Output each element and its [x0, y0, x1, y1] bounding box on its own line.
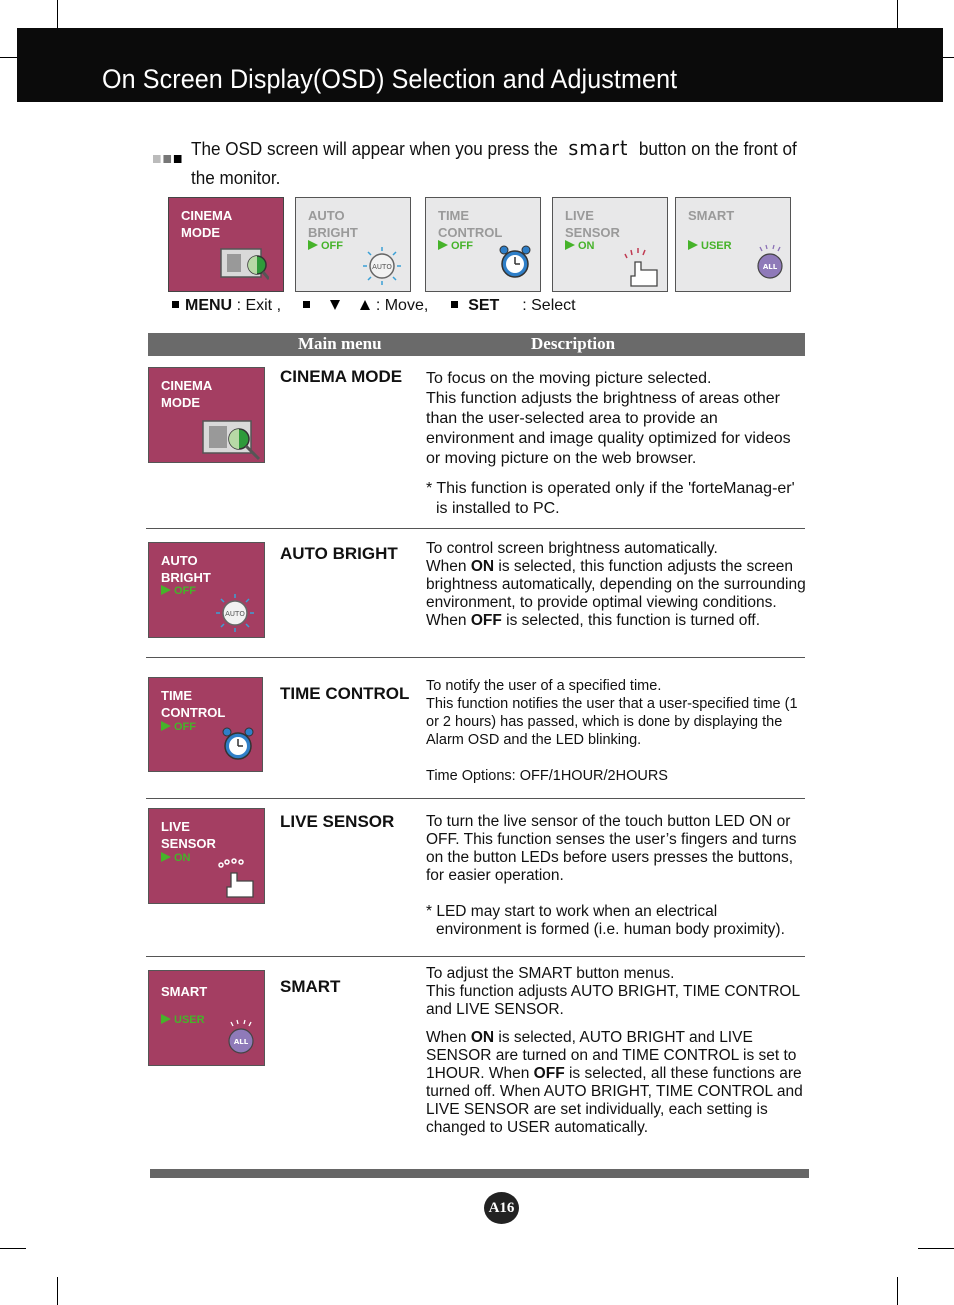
up-arrow-icon: [359, 299, 371, 311]
tile-status: OFF: [438, 240, 473, 252]
auto-bright-icon: [215, 593, 255, 633]
cinema-mode-icon: [201, 418, 263, 462]
intro-text-before: The OSD screen will appear when you press the: [191, 139, 558, 159]
desc-line: Time Options: OFF/1HOUR/2HOURS: [426, 768, 668, 784]
tile-label: AUTO BRIGHT: [308, 208, 358, 240]
desc-line: This function notifies the user that a user-specified time (1 or 2 hours) has passed, which is done by displaying the Alarm OSD and the LED blinking.: [426, 696, 798, 748]
page-title: On Screen Display(OSD) Selection and Adjustment: [102, 64, 678, 94]
smart-button-logo: smart: [568, 136, 629, 160]
menu-title-live-sensor: LIVE SENSOR: [280, 812, 395, 831]
desc-line: To control screen brightness automatically.: [426, 540, 718, 557]
row-tile-smart: [148, 970, 265, 1066]
osd-tile-time-control: [425, 197, 541, 292]
menu-title-auto-bright: AUTO BRIGHT: [280, 544, 398, 563]
row-divider: [146, 956, 805, 957]
tile-status: ON: [161, 852, 191, 864]
menu-title-smart: SMART: [280, 977, 341, 996]
desc-note: * This function is operated only if the 'forteManag-er' is installed to PC.: [426, 480, 795, 517]
row-tile-live-sensor: [148, 808, 265, 904]
desc-line: This function adjusts the brightness of areas other than the user-selected area to provide an environment and image quality optimized for videos or moving picture on the web browser.: [426, 390, 791, 467]
crop-mark: [0, 1248, 26, 1249]
crop-mark: [57, 1277, 58, 1305]
all-bulb-icon: [225, 1019, 257, 1055]
menu-key-label: MENU: [185, 297, 233, 314]
row-divider: [146, 798, 805, 799]
set-action: : Select: [522, 297, 576, 314]
description-time-control: [426, 677, 806, 785]
crop-mark: [943, 57, 954, 58]
desc-line: To adjust the SMART button menus.: [426, 965, 675, 982]
row-divider: [146, 528, 805, 529]
tile-label: LIVE SENSOR: [161, 819, 216, 851]
column-description: Description: [531, 334, 616, 353]
desc-line: This function adjusts AUTO BRIGHT, TIME CONTROL and LIVE SENSOR.: [426, 983, 800, 1018]
tile-label: SMART: [161, 984, 208, 999]
osd-tile-auto-bright: [295, 197, 411, 292]
crop-mark: [918, 1248, 954, 1249]
auto-icon-text: AUTO: [372, 263, 392, 271]
bullet-icon: [153, 144, 184, 173]
column-main-menu: Main menu: [298, 334, 382, 353]
intro-text-after: button on the front of the monitor.: [191, 139, 797, 188]
crop-mark: [0, 57, 17, 58]
touch-hand-icon: [621, 246, 661, 288]
row-tile-cinema-mode: [148, 367, 265, 463]
desc-line: To turn the live sensor of the touch button LED ON or OFF. This function senses the user’s fingers and turns on the button LEDs before users presses the buttons, for easier operation.: [426, 813, 797, 884]
auto-icon-text: AUTO: [225, 610, 245, 618]
row-tile-auto-bright: [148, 542, 265, 638]
tile-label: SMART: [688, 208, 735, 223]
osd-tile-smart: [675, 197, 791, 292]
tile-status: OFF: [308, 240, 343, 252]
tile-label: AUTO BRIGHT: [161, 553, 211, 585]
crop-mark: [897, 1277, 898, 1305]
footer-bar: [150, 1169, 809, 1178]
desc-line: To focus on the moving picture selected.: [426, 370, 712, 387]
set-key-label: SET: [468, 297, 500, 314]
auto-bright-icon: [362, 246, 402, 286]
crop-mark: [897, 0, 898, 28]
row-divider: [146, 657, 805, 658]
description-smart: [426, 965, 806, 1137]
desc-note: * LED may start to work when an electrical environment is formed (i.e. human body proximity).: [426, 903, 785, 938]
description-live-sensor: [426, 813, 806, 939]
row-tile-time-control: [148, 677, 263, 772]
tile-label: LIVE SENSOR: [565, 208, 620, 240]
intro-text: [191, 134, 799, 193]
menu-title-time-control: TIME CONTROL: [280, 684, 410, 703]
tile-status: OFF: [161, 721, 196, 733]
key-legend: [172, 297, 576, 315]
desc-line: To notify the user of a specified time.: [426, 678, 662, 694]
touch-hand-icon: [217, 857, 257, 899]
cinema-mode-icon: [219, 246, 269, 286]
osd-tile-cinema-mode: [168, 197, 284, 292]
desc-line: When ON is selected, AUTO BRIGHT and LIVE SENSOR are turned on and TIME CONTROL is set to 1HOUR. When OFF is selected, all these functions are turned off. When AUTO BRIGHT, TIME CONTROL and LIVE SENSOR are set individually, each setting is changed to USER automatically.: [426, 1029, 803, 1136]
tile-label: TIME CONTROL: [438, 208, 503, 240]
move-action: : Move,: [375, 297, 429, 314]
all-bulb-icon: [754, 244, 786, 280]
page-header: [17, 28, 943, 102]
all-icon-text: ALL: [762, 263, 778, 271]
down-arrow-icon: [329, 299, 341, 311]
tile-label: TIME CONTROL: [161, 688, 226, 720]
tile-status: OFF: [161, 585, 196, 597]
desc-line: When ON is selected, this function adjusts the screen brightness automatically, depending on the surrounding environment, to provide optimal viewing conditions. When OFF is selected, this function is turned off.: [426, 558, 806, 629]
page-number: A16: [484, 1192, 519, 1224]
description-cinema-mode: [426, 369, 806, 519]
tile-status: ON: [565, 240, 595, 252]
clock-icon: [221, 726, 255, 762]
tile-label: CINEMA MODE: [181, 208, 233, 240]
crop-mark: [57, 0, 58, 28]
osd-tile-live-sensor: [552, 197, 668, 292]
tile-status: USER: [688, 240, 732, 252]
table-header: [148, 333, 805, 356]
menu-title-cinema-mode: CINEMA MODE: [280, 367, 403, 386]
tile-label: CINEMA MODE: [161, 378, 213, 410]
menu-action: : Exit ,: [236, 297, 282, 314]
description-auto-bright: [426, 540, 806, 630]
all-icon-text: ALL: [233, 1038, 249, 1046]
clock-icon: [498, 244, 532, 280]
tile-status: USER: [161, 1014, 205, 1026]
